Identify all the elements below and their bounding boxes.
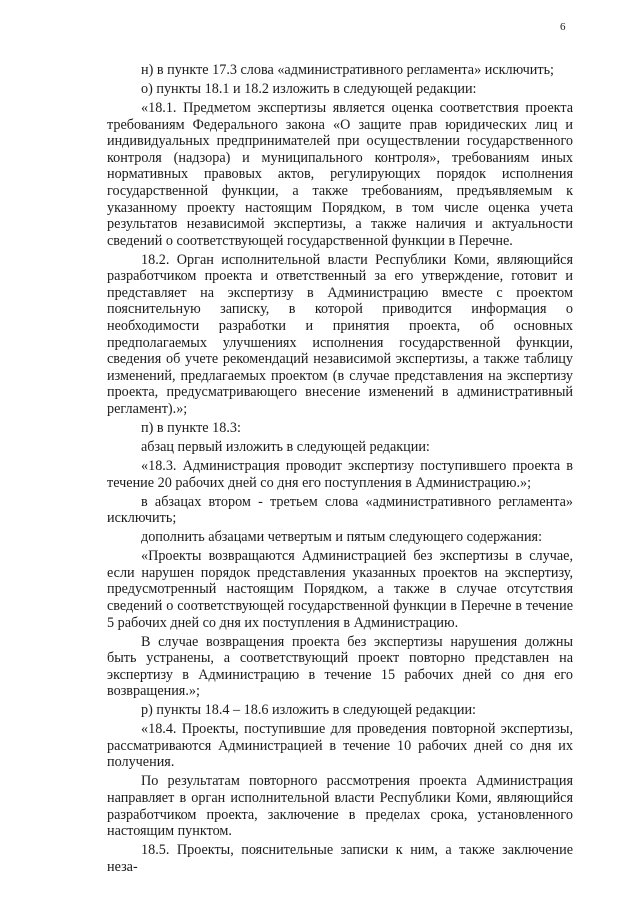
paragraph-first-abzac: абзац первый изложить в следующей редакции: <box>141 439 430 456</box>
paragraph-18-5: 18.5. Проекты, пояснительные записки к ним, а также заключение неза- <box>107 842 573 875</box>
paragraph-repeat-review: По результатам повторного рассмотрения проекта Администрация направляет в орган исполнительной власти Республики Коми, являющийся разработчиком проекта, заключение в пределах срока, установленного настоящим пунктом. <box>107 773 573 840</box>
paragraph-return-case: В случае возвращения проекта без экспертизы нарушения должны быть устранены, а соответствующий проект повторно представлен на экспертизу в Администрацию в течение 15 рабочих дней со дня его возвращения.»; <box>107 633 573 700</box>
paragraph-p: п) в пункте 18.3: <box>141 420 241 437</box>
paragraph-o: о) пункты 18.1 и 18.2 изложить в следующей редакции: <box>141 80 477 97</box>
page-number: 6 <box>560 21 566 33</box>
paragraph-18-1: «18.1. Предметом экспертизы является оценка соответствия проекта требованиям Федерального закона «О защите прав юридических лиц и индивидуальных предпринимателей при осуществлении государственного контроля (надзора) и муниципального контроля», требованиям иных нормативных правовых актов, регулирующих порядок исполнения государственной функции, а также требованиям, предъявляемым к указанному проекту настоящим Порядком, в том числе оценка учета результатов независимой экспертизы, а также наличия и актуальности сведений о соответствующей государственной функции в Перечне. <box>107 99 573 249</box>
paragraph-n: н) в пункте 17.3 слова «административного регламента» исключить; <box>141 62 554 78</box>
document-body <box>107 62 573 878</box>
paragraph-18-2: 18.2. Орган исполнительной власти Республики Коми, являющийся разработчиком проекта и ответственный за его утверждение, готовит и представляет на экспертизу в Администрацию вместе с проектом пояснительную записку, в которой приводится информация о необходимости разработки и принятия проекта, об основных предполагаемых улучшениях исполнения государственной функции, сведения об учете рекомендаций независимой экспертизы, а также таблицу изменений, предлагаемых проектом (в случае представления на экспертизу проекта, предусматривающего внесение изменений в административный регламент).»; <box>107 251 573 418</box>
paragraph-add-abzac: дополнить абзацами четвертым и пятым следующего содержания: <box>141 529 543 546</box>
paragraph-r: р) пункты 18.4 – 18.6 изложить в следующей редакции: <box>141 702 476 719</box>
paragraph-18-4: «18.4. Проекты, поступившие для проведения повторной экспертизы, рассматриваются Администрацией в течение 10 рабочих дней со дня их получения. <box>107 721 573 771</box>
paragraph-abzac-2-3: в абзацах втором - третьем слова «административного регламента» исключить; <box>107 493 573 527</box>
paragraph-18-3: «18.3. Администрация проводит экспертизу поступившего проекта в течение 20 рабочих дней со дня его поступления в Администрацию.»; <box>107 458 573 491</box>
paragraph-projects-returned: «Проекты возвращаются Администрацией без экспертизы в случае, если нарушен порядок представления указанных проектов на экспертизу, предусмотренный настоящим Порядком, а также в случае отсутствия сведений о соответствующей государственной функции в Перечне в течение 5 рабочих дней со дня их поступления в Администрацию. <box>107 548 573 631</box>
